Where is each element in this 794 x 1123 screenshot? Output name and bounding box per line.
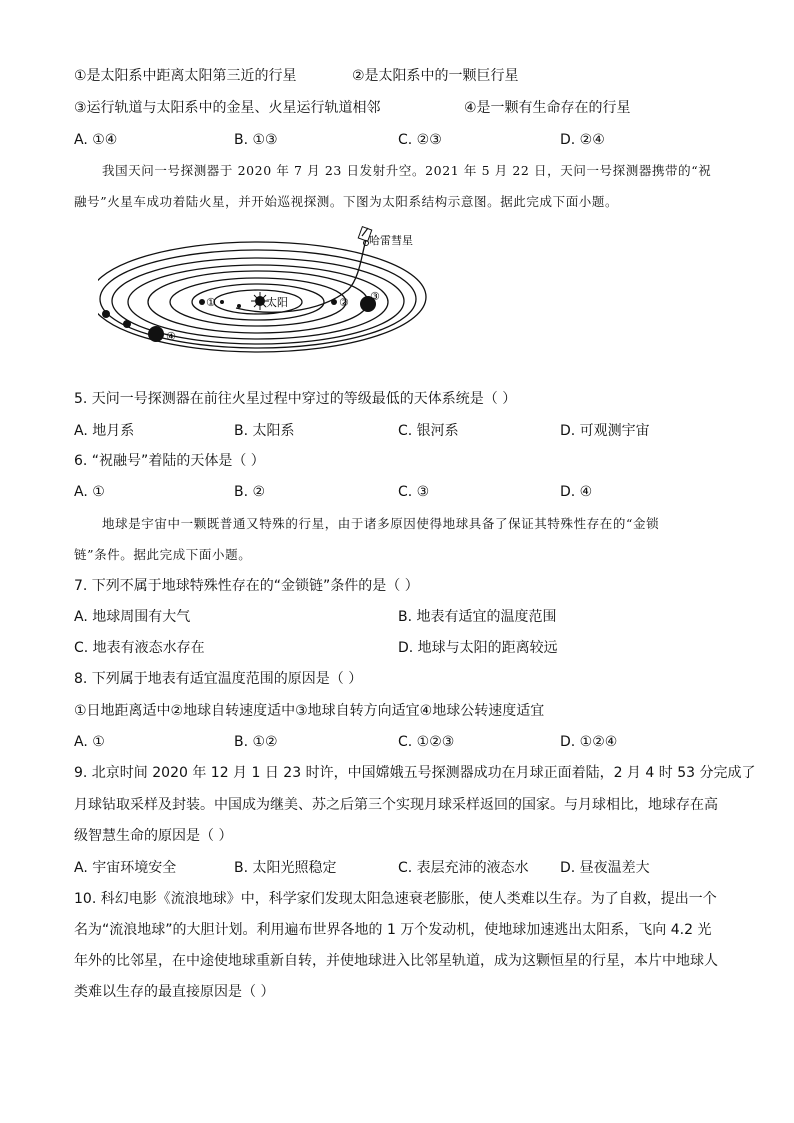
marker-3: ③ [370,290,380,303]
q10-stem-line3: 年外的比邻星，在中途使地球重新自转，并使地球进入比邻星轨道，成为这颗恒星的行星，本片中地球人 [74,953,718,969]
q8-items: ①日地距离适中②地球自转速度适中③地球自转方向适宜④地球公转速度适宜 [74,703,545,719]
q8-stem: 8. 下列属于地表有适宜温度范围的原因是（ ） [74,671,363,687]
planet-7 [102,310,110,318]
q4-item-3: ③运行轨道与太阳系中的金星、火星运行轨道相邻 [74,100,381,116]
passage1-line2: 融号”火星车成功着陆火星，并开始巡视探测。下图为太阳系结构示意图。据此完成下面小题。 [74,194,619,209]
q5-option-d: D. 可观测宇宙 [560,423,650,439]
q9-option-b: B. 太阳光照稳定 [234,860,337,876]
q4-option-b: B. ①③ [234,132,278,148]
q4-option-d: D. ②④ [560,132,605,148]
planet-small-2 [237,304,241,308]
q5-option-a: A. 地月系 [74,423,135,439]
q7-option-d: D. 地球与太阳的距离较远 [398,640,558,656]
q4-item-2: ②是太阳系中的一颗巨行星 [352,68,519,84]
passage1-line1: 我国天问一号探测器于 2020 年 7 月 23 日发射升空。2021 年 5 月 22 日，天问一号探测器携带的“祝 [102,163,712,178]
q7-option-a: A. 地球周围有大气 [74,609,191,625]
q4-option-c: C. ②③ [398,132,442,148]
planet-small-1 [220,300,224,304]
q7-option-c: C. 地表有液态水存在 [74,640,205,656]
q9-option-a: A. 宇宙环境安全 [74,860,177,876]
planet-2 [331,299,337,305]
passage2-line2: 链”条件。据此完成下面小题。 [74,547,252,562]
q6-option-d: D. ④ [560,484,593,500]
marker-1: ① [206,296,216,309]
q8-option-a: A. ① [74,734,105,750]
q9-stem-line3: 级智慧生命的原因是（ ） [74,828,233,844]
q10-stem-line2: 名为“流浪地球”的大胆计划。利用遍布世界各地的 1 万个发动机，使地球加速逃出太阳系，飞向 4.2 光 [74,922,712,938]
q4-option-a: A. ①④ [74,132,118,148]
marker-2: ② [339,296,349,309]
comet-label: 哈雷彗星 [369,234,413,247]
q9-option-d: D. 昼夜温差大 [560,860,650,876]
q9-stem-line1: 9. 北京时间 2020 年 12 月 1 日 23 时许，中国嫦娥五号探测器成功在月球正面着陆，2 月 4 时 53 分完成了 [74,765,756,781]
q5-option-b: B. 太阳系 [234,423,295,439]
q10-stem-line1: 10. 科幻电影《流浪地球》中，科学家们发现太阳急速衰老膨胀，使人类难以生存。为了自救，提出一个 [74,891,717,907]
q7-option-b: B. 地表有适宜的温度范围 [398,609,557,625]
q8-option-d: D. ①②④ [560,734,618,750]
q8-option-c: C. ①②③ [398,734,455,750]
q9-option-c: C. 表层充沛的液态水 [398,860,529,876]
solar-system-diagram [98,222,434,356]
planet-4 [148,326,164,342]
planet-6 [123,320,131,328]
planet-1 [199,299,205,305]
q8-option-b: B. ①② [234,734,278,750]
passage2-line1: 地球是宇宙中一颗既普通又特殊的行星，由于诸多原因使得地球具备了保证其特殊性存在的“金锁 [102,516,660,531]
marker-4: ④ [166,330,176,343]
q4-item-4: ④是一颗有生命存在的行星 [464,100,631,116]
q5-stem: 5. 天问一号探测器在前往火星过程中穿过的等级最低的天体系统是（ ） [74,391,517,407]
q9-stem-line2: 月球钻取采样及封装。中国成为继美、苏之后第三个实现月球采样返回的国家。与月球相比，地球存在高 [74,797,718,813]
q7-stem: 7. 下列不属于地球特殊性存在的“金锁链”条件的是（ ） [74,578,419,594]
q6-option-c: C. ③ [398,484,430,500]
sun-label: 太阳 [266,296,288,309]
q6-option-a: A. ① [74,484,105,500]
q5-option-c: C. 银河系 [398,423,459,439]
q6-option-b: B. ② [234,484,266,500]
q10-stem-line4: 类难以生存的最直接原因是（ ） [74,984,275,1000]
q6-stem: 6. “祝融号”着陆的天体是（ ） [74,453,265,469]
q4-item-1: ①是太阳系中距离太阳第三近的行星 [74,68,297,84]
